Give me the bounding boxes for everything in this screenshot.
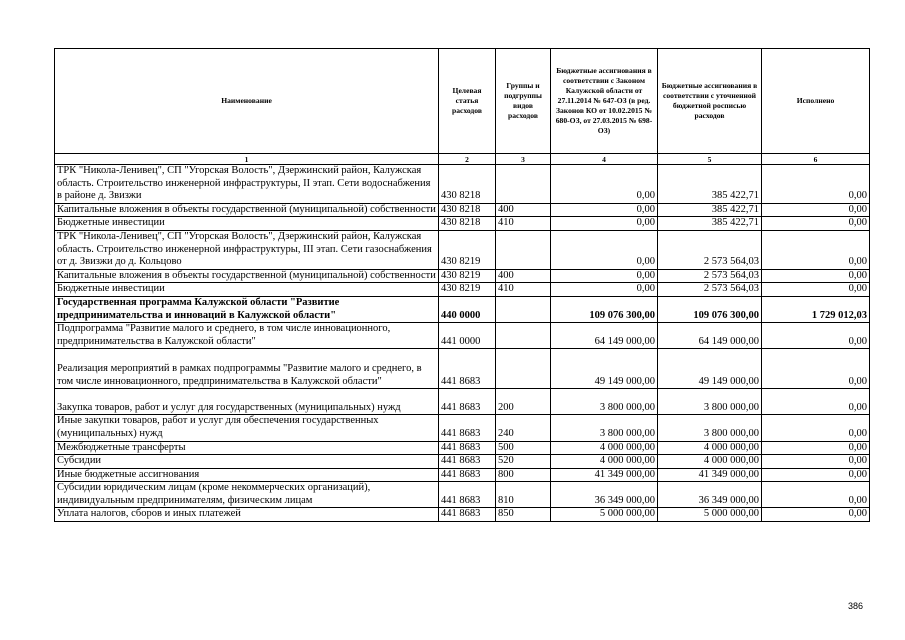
row-name: Иные закупки товаров, работ и услуг для обеспечения государственных (муниципальных) нужд [55,415,439,441]
row-name: Межбюджетные трансферты [55,441,439,455]
table-row [55,508,870,522]
row-name: Капитальные вложения в объекты государственной (муниципальной) собственности [55,203,439,217]
table-row [55,165,870,204]
row-name: Субсидии [55,455,439,469]
table-row [55,441,870,455]
row-group-code: 800 [496,468,551,482]
row-target-code: 430 8219 [439,283,496,297]
row-executed-amount: 0,00 [762,389,870,415]
row-name: ТРК "Никола-Ленивец", СП "Угорская Волость", Дзержинский район, Калужская область. Строительство инженерной инфраструктуры, III этап. Сети газоснабжения от д. Звизжи до д. Кольцово [55,230,439,269]
column-number: 2 [439,154,496,165]
table-row [55,349,870,389]
row-law-amount: 64 149 000,00 [551,323,658,349]
row-group-code [496,230,551,269]
table-row [55,455,870,469]
row-law-amount: 36 349 000,00 [551,482,658,508]
row-name: Бюджетные инвестиции [55,283,439,297]
row-name: Субсидии юридическим лицам (кроме некоммерческих организаций), индивидуальным предпринимателям, физическим лицам [55,482,439,508]
row-target-code: 441 8683 [439,508,496,522]
row-name: Уплата налогов, сборов и иных платежей [55,508,439,522]
row-law-amount: 0,00 [551,165,658,204]
row-law-amount: 0,00 [551,269,658,283]
row-refined-amount: 5 000 000,00 [658,508,762,522]
column-number: 3 [496,154,551,165]
header-law-allocations: Бюджетные ассигнования в соответствии с Законом Калужской области от 27.11.2014 № 647-ОЗ (в ред. Законов КО от 10.02.2015 № 680-ОЗ, от 27.03.2015 № 698-ОЗ) [551,49,658,154]
row-law-amount: 41 349 000,00 [551,468,658,482]
row-target-code: 430 8218 [439,165,496,204]
row-executed-amount: 0,00 [762,468,870,482]
header-expense-groups: Группы и подгруппы видов расходов [496,49,551,154]
row-group-code: 410 [496,283,551,297]
row-name: Капитальные вложения в объекты государственной (муниципальной) собственности [55,269,439,283]
header-name: Наименование [55,49,439,154]
row-refined-amount: 109 076 300,00 [658,296,762,322]
row-executed-amount: 0,00 [762,269,870,283]
row-law-amount: 49 149 000,00 [551,349,658,389]
row-refined-amount: 2 573 564,03 [658,269,762,283]
row-target-code: 441 8683 [439,468,496,482]
row-executed-amount: 0,00 [762,217,870,231]
row-refined-amount: 4 000 000,00 [658,441,762,455]
row-group-code [496,296,551,322]
row-executed-amount: 0,00 [762,415,870,441]
row-group-code [496,349,551,389]
row-target-code: 441 8683 [439,389,496,415]
row-executed-amount: 0,00 [762,482,870,508]
row-executed-amount: 0,00 [762,441,870,455]
row-law-amount: 4 000 000,00 [551,441,658,455]
row-group-code: 200 [496,389,551,415]
row-refined-amount: 2 573 564,03 [658,230,762,269]
row-law-amount: 5 000 000,00 [551,508,658,522]
table-row [55,230,870,269]
row-group-code: 520 [496,455,551,469]
table-row [55,283,870,297]
row-target-code: 441 8683 [439,482,496,508]
row-name: Бюджетные инвестиции [55,217,439,231]
table-row [55,415,870,441]
table-row [55,203,870,217]
row-law-amount: 109 076 300,00 [551,296,658,322]
row-target-code: 441 8683 [439,349,496,389]
column-number: 5 [658,154,762,165]
row-name: Закупка товаров, работ и услуг для государственных (муниципальных) нужд [55,389,439,415]
row-refined-amount: 3 800 000,00 [658,415,762,441]
row-target-code: 430 8219 [439,269,496,283]
row-target-code: 430 8218 [439,217,496,231]
row-group-code: 850 [496,508,551,522]
row-group-code [496,323,551,349]
table-row [55,482,870,508]
row-refined-amount: 385 422,71 [658,165,762,204]
table-row [55,389,870,415]
table-row [55,323,870,349]
header-refined-allocations: Бюджетные ассигнования в соответствии с уточненной бюджетной росписью расходов [658,49,762,154]
row-group-code: 810 [496,482,551,508]
row-law-amount: 4 000 000,00 [551,455,658,469]
table-row [55,217,870,231]
row-target-code: 440 0000 [439,296,496,322]
column-number: 4 [551,154,658,165]
table-row [55,468,870,482]
row-refined-amount: 385 422,71 [658,217,762,231]
row-target-code: 441 8683 [439,455,496,469]
budget-table [54,48,870,522]
header-row [55,49,870,154]
row-group-code: 410 [496,217,551,231]
row-executed-amount: 0,00 [762,165,870,204]
row-refined-amount: 3 800 000,00 [658,389,762,415]
row-executed-amount: 0,00 [762,203,870,217]
row-refined-amount: 385 422,71 [658,203,762,217]
row-name: ТРК "Никола-Ленивец", СП "Угорская Волость", Дзержинский район, Калужская область. Строительство инженерной инфраструктуры, II этап. Сети водоснабжения в районе д. Звизжи [55,165,439,204]
row-refined-amount: 49 149 000,00 [658,349,762,389]
row-name: Иные бюджетные ассигнования [55,468,439,482]
row-group-code [496,165,551,204]
row-law-amount: 0,00 [551,230,658,269]
row-group-code: 500 [496,441,551,455]
row-name: Государственная программа Калужской области "Развитие предпринимательства и инноваций в Калужской области" [55,296,439,322]
column-number: 1 [55,154,439,165]
row-target-code: 441 8683 [439,441,496,455]
row-executed-amount: 0,00 [762,323,870,349]
row-law-amount: 0,00 [551,283,658,297]
column-number-row [55,154,870,165]
row-target-code: 441 0000 [439,323,496,349]
row-group-code: 240 [496,415,551,441]
row-executed-amount: 0,00 [762,349,870,389]
row-refined-amount: 2 573 564,03 [658,283,762,297]
row-target-code: 430 8219 [439,230,496,269]
row-refined-amount: 36 349 000,00 [658,482,762,508]
row-executed-amount: 0,00 [762,283,870,297]
page-number: 386 [848,601,864,611]
row-refined-amount: 4 000 000,00 [658,455,762,469]
row-law-amount: 0,00 [551,203,658,217]
row-group-code: 400 [496,203,551,217]
row-name: Реализация мероприятий в рамках подпрограммы "Развитие малого и среднего, в том числе инновационного, предпринимательства в Калужской области" [55,349,439,389]
table-row [55,296,870,322]
row-law-amount: 3 800 000,00 [551,415,658,441]
row-executed-amount: 0,00 [762,455,870,469]
row-law-amount: 3 800 000,00 [551,389,658,415]
row-name: Подпрограмма "Развитие малого и среднего, в том числе инновационного, предпринимательства в Калужской области" [55,323,439,349]
row-target-code: 430 8218 [439,203,496,217]
header-executed: Исполнено [762,49,870,154]
row-executed-amount: 0,00 [762,508,870,522]
row-law-amount: 0,00 [551,217,658,231]
row-executed-amount: 0,00 [762,230,870,269]
column-number: 6 [762,154,870,165]
row-executed-amount: 1 729 012,03 [762,296,870,322]
row-group-code: 400 [496,269,551,283]
row-refined-amount: 41 349 000,00 [658,468,762,482]
row-refined-amount: 64 149 000,00 [658,323,762,349]
header-target-article: Целевая статья расходов [439,49,496,154]
table-row [55,269,870,283]
row-target-code: 441 8683 [439,415,496,441]
